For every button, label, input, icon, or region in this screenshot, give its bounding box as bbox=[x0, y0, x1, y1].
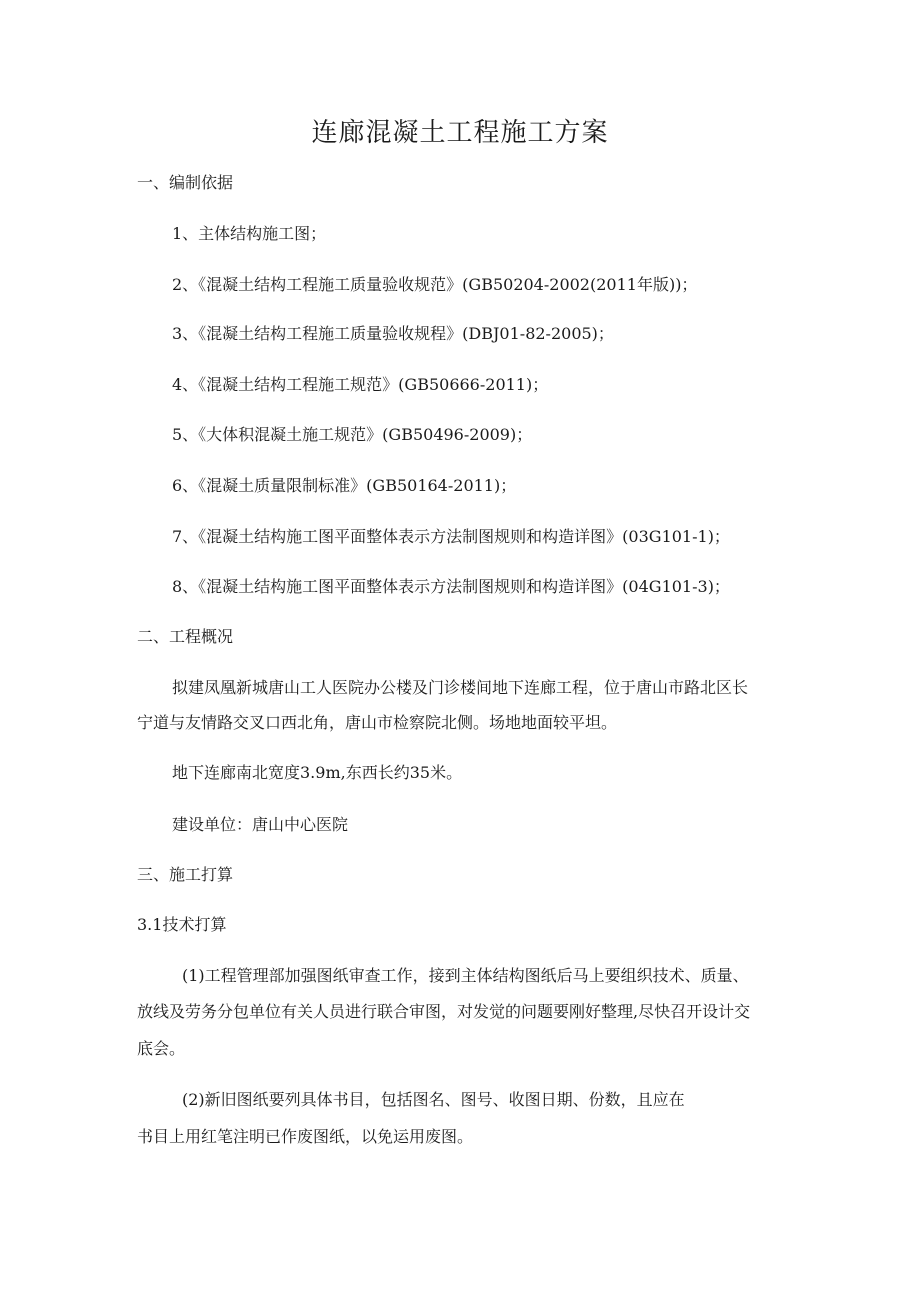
overview-paragraph-line-1: 拟建凤凰新城唐山工人医院办公楼及门诊楼间地下连廊工程，位于唐山市路北区长 bbox=[172, 678, 749, 697]
technical-paragraph-1-line-1: (1)工程管理部加强图纸审查工作，接到主体结构图纸后马上要组织技术、质量、 bbox=[182, 966, 749, 985]
subsection-heading-technical: 3.1技术打算 bbox=[137, 915, 227, 934]
section-heading-basis: 一、编制依据 bbox=[137, 173, 234, 192]
section-heading-overview: 二、工程概况 bbox=[137, 627, 234, 646]
basis-item-7: 7、《混凝土结构施工图平面整体表示方法制图规则和构造详图》(03G101-1)； bbox=[172, 527, 730, 546]
basis-item-5: 5、《大体积混凝土施工规范》(GB50496-2009)； bbox=[172, 425, 533, 444]
basis-item-8: 8、《混凝土结构施工图平面整体表示方法制图规则和构造详图》(04G101-3)； bbox=[172, 577, 730, 596]
overview-owner: 建设单位：唐山中心医院 bbox=[172, 815, 349, 834]
section-heading-preparation: 三、施工打算 bbox=[137, 865, 234, 884]
technical-paragraph-1-line-3: 底会。 bbox=[137, 1039, 186, 1058]
document-title: 连廊混凝土工程施工方案 bbox=[311, 118, 609, 148]
technical-paragraph-2-line-1: (2)新旧图纸要列具体书目，包括图名、图号、收图日期、份数，且应在 bbox=[182, 1090, 685, 1109]
basis-item-4: 4、《混凝土结构工程施工规范》(GB50666-2011)； bbox=[172, 375, 549, 394]
overview-paragraph-line-2: 宁道与友情路交叉口西北角，唐山市检察院北侧。场地地面较平坦。 bbox=[137, 713, 618, 732]
technical-paragraph-1-line-2: 放线及劳务分包单位有关人员进行联合审图，对发觉的问题要刚好整理,尽快召开设计交 bbox=[137, 1002, 751, 1021]
basis-item-1: 1、主体结构施工图； bbox=[172, 224, 327, 243]
technical-paragraph-2-line-2: 书目上用红笔注明已作废图纸，以免运用废图。 bbox=[137, 1127, 474, 1146]
overview-dimensions: 地下连廊南北宽度3.9m,东西长约35米。 bbox=[172, 763, 463, 782]
basis-item-2: 2、《混凝土结构工程施工质量验收规范》(GB50204-2002(2011年版))； bbox=[172, 275, 698, 294]
basis-item-6: 6、《混凝土质量限制标准》(GB50164-2011)； bbox=[172, 476, 517, 495]
basis-item-3: 3、《混凝土结构工程施工质量验收规程》(DBJ01-82-2005)； bbox=[172, 324, 614, 343]
